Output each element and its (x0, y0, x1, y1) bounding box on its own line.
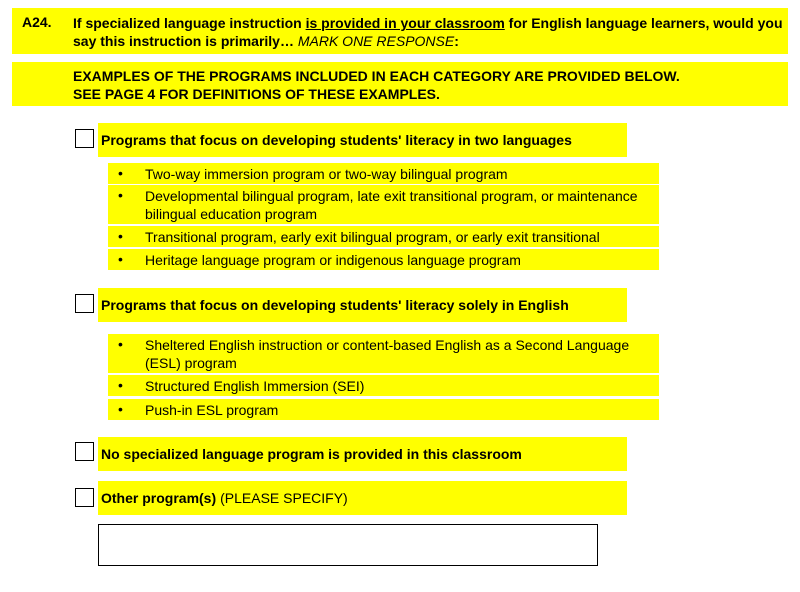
option-4-label-text: Other program(s) (101, 490, 217, 506)
option-1-example-2 (108, 185, 659, 224)
bullet-icon: • (118, 251, 123, 267)
example-text: Push-in ESL program (145, 402, 279, 418)
question-header (12, 8, 788, 54)
option-4-checkbox[interactable] (75, 488, 94, 507)
bullet-icon: • (118, 165, 123, 181)
question-instruction: MARK ONE RESPONSE (297, 33, 455, 49)
bullet-icon: • (118, 187, 123, 203)
option-1-example-1 (108, 163, 659, 184)
option-1-example-3 (108, 226, 659, 247)
option-2-example-2 (108, 375, 659, 396)
example-text: Transitional program, early exit bilingual program, or early exit transitional (145, 229, 600, 245)
example-text: Two-way immersion program or two-way bilingual program (145, 166, 508, 182)
examples-note-line1: EXAMPLES OF THE PROGRAMS INCLUDED IN EACH CATEGORY ARE PROVIDED BELOW. (73, 68, 680, 84)
option-2-checkbox[interactable] (75, 294, 94, 313)
examples-note-line2: SEE PAGE 4 FOR DEFINITIONS OF THESE EXAMPLES. (73, 86, 440, 102)
bullet-icon: • (118, 228, 123, 244)
option-1-label: Programs that focus on developing students' literacy in two languages (98, 123, 627, 157)
option-1-example-4 (108, 249, 659, 270)
option-4-label (98, 481, 627, 515)
example-text: Structured English Immersion (SEI) (145, 378, 365, 394)
bullet-icon: • (118, 336, 123, 352)
bullet-icon: • (118, 377, 123, 393)
other-specify-field[interactable] (98, 524, 598, 566)
option-2-example-3 (108, 399, 659, 420)
question-text-part2: for English language learners, would you say this instruction is primarily… (73, 15, 783, 49)
option-1-checkbox[interactable] (75, 129, 94, 148)
option-3-label: No specialized language program is provided in this classroom (98, 437, 627, 471)
option-4-specify-note: (PLEASE SPECIFY) (220, 490, 348, 506)
question-text-part1: If specialized language instruction (73, 15, 306, 31)
question-text-underlined: is provided in your classroom (305, 15, 505, 31)
question-colon: : (454, 33, 459, 49)
option-2-label: Programs that focus on developing students' literacy solely in English (98, 288, 627, 322)
example-text: Developmental bilingual program, late exit transitional program, or maintenance bilingual education program (145, 188, 638, 222)
option-3-checkbox[interactable] (75, 442, 94, 461)
bullet-icon: • (118, 401, 123, 417)
example-text: Sheltered English instruction or content-based English as a Second Language (ESL) program (145, 337, 630, 371)
option-2-example-1 (108, 334, 659, 373)
question-number: A24. (22, 14, 52, 30)
question-text (73, 14, 783, 50)
example-text: Heritage language program or indigenous language program (145, 252, 521, 268)
examples-note (12, 62, 788, 106)
